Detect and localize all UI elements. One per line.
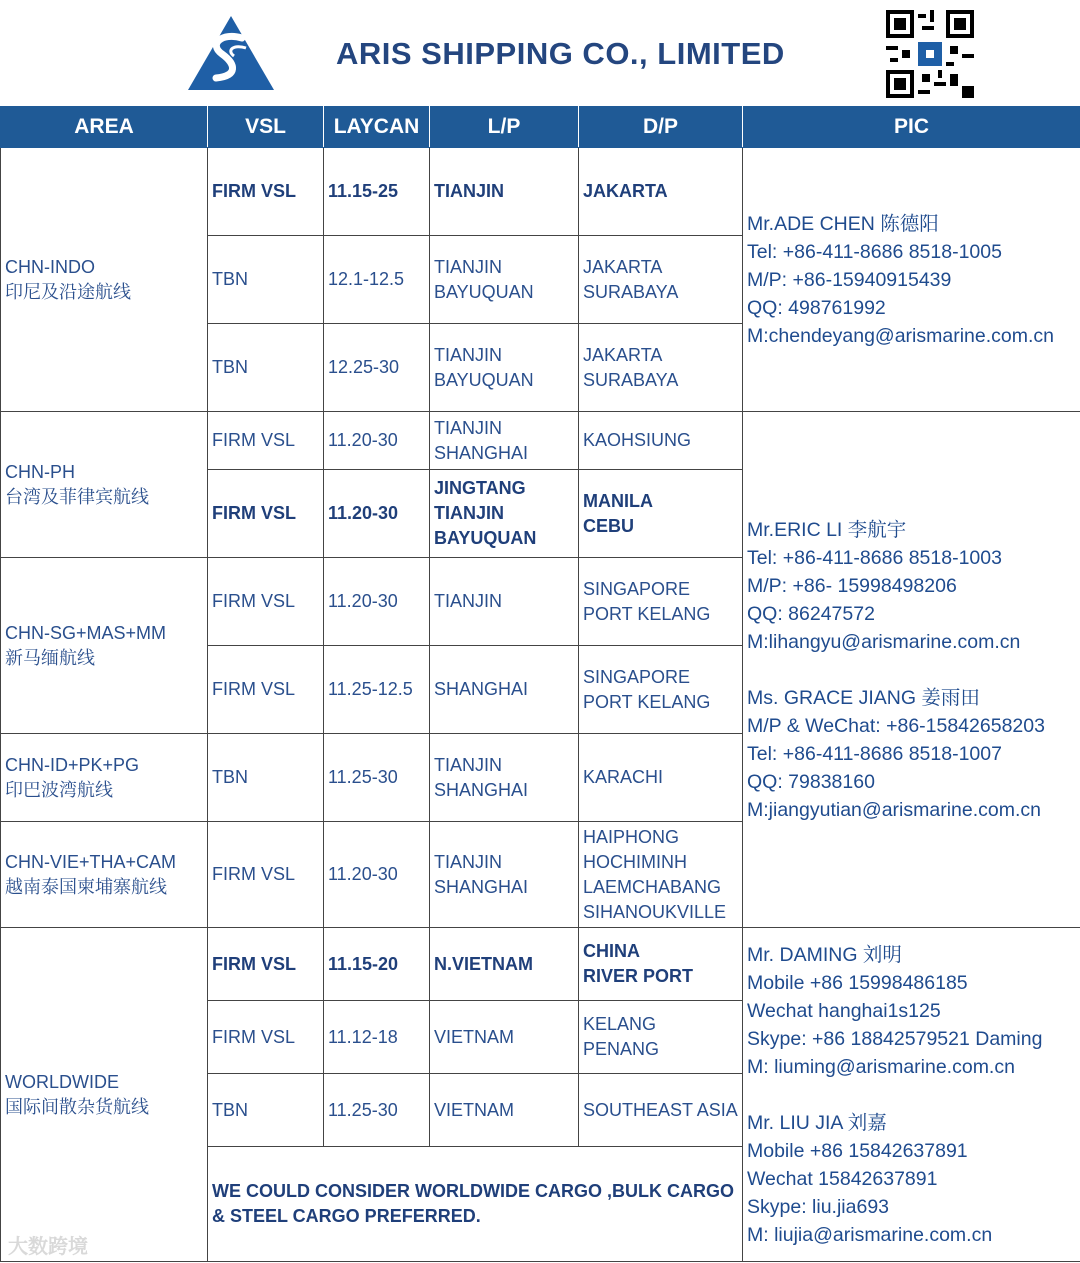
pic-cell: Mr.ERIC LI 李航宇 Tel: +86-411-8686 8518-1003 M/P: +86- 15998498206 QQ: 86247572 M:lihangyu@arismarine.com.cn Ms. GRACE JIANG 姜雨田 M/P & WeChat: +86-15842658203 Tel: +86-411-8686 8518-1007 QQ: 79838160 M:jiangyutian@arismarine.com.cn bbox=[743, 412, 1080, 928]
laycan-cell: 11.20-30 bbox=[324, 470, 430, 558]
laycan-cell: 11.20-30 bbox=[324, 822, 430, 928]
area-cell: CHN-PH 台湾及菲律宾航线 bbox=[1, 412, 208, 558]
laycan-cell: 11.15-25 bbox=[324, 148, 430, 236]
vsl-cell: FIRM VSL bbox=[208, 148, 324, 236]
area-cell: CHN-SG+MAS+MM 新马缅航线 bbox=[1, 558, 208, 734]
vsl-cell: TBN bbox=[208, 324, 324, 412]
lp-cell: TIANJIN BAYUQUAN bbox=[430, 236, 579, 324]
dp-cell: CHINA RIVER PORT bbox=[579, 928, 743, 1001]
company-name: ARIS SHIPPING CO., LIMITED bbox=[336, 36, 785, 71]
table-header-row bbox=[1, 107, 1080, 148]
lp-cell: VIETNAM bbox=[430, 1001, 579, 1074]
lp-cell: TIANJIN bbox=[430, 148, 579, 236]
lp-cell: TIANJIN SHANGHAI bbox=[430, 822, 579, 928]
area-cell: CHN-VIE+THA+CAM 越南泰国柬埔寨航线 bbox=[1, 822, 208, 928]
dp-cell: JAKARTA SURABAYA bbox=[579, 324, 743, 412]
dp-cell: KELANG PENANG bbox=[579, 1001, 743, 1074]
lp-cell: TIANJIN bbox=[430, 558, 579, 646]
vsl-cell: FIRM VSL bbox=[208, 412, 324, 470]
laycan-cell: 11.12-18 bbox=[324, 1001, 430, 1074]
dp-cell: HAIPHONG HOCHIMINH LAEMCHABANG SIHANOUKVILLE bbox=[579, 822, 743, 928]
column-header-laycan: LAYCAN bbox=[324, 107, 430, 148]
dp-cell: SOUTHEAST ASIA bbox=[579, 1074, 743, 1147]
dp-cell: JAKARTA bbox=[579, 148, 743, 236]
area-cell: WORLDWIDE 国际间散杂货航线 bbox=[1, 928, 208, 1262]
qr-code-icon bbox=[886, 10, 974, 98]
pic-cell: Mr. DAMING 刘明 Mobile +86 15998486185 Wechat hanghai1s125 Skype: +86 18842579521 Daming M: liuming@arismarine.com.cn Mr. LIU JIA 刘嘉 Mobile +86 15842637891 Wechat 15842637891 Skype: liu.jia693 M: liujia@arismarine.com.cn bbox=[743, 928, 1080, 1262]
column-header-lp: L/P bbox=[430, 107, 579, 148]
header bbox=[0, 0, 1080, 106]
aris-s-triangle-logo bbox=[186, 14, 276, 92]
dp-cell: KARACHI bbox=[579, 734, 743, 822]
column-header-area: AREA bbox=[1, 107, 208, 148]
vsl-cell: FIRM VSL bbox=[208, 822, 324, 928]
area-cell: CHN-INDO 印尼及沿途航线 bbox=[1, 148, 208, 412]
laycan-cell: 11.25-30 bbox=[324, 734, 430, 822]
lp-cell: VIETNAM bbox=[430, 1074, 579, 1147]
pic-cell: Mr.ADE CHEN 陈德阳 Tel: +86-411-8686 8518-1005 M/P: +86-15940915439 QQ: 498761992 M:chendeyang@arismarine.com.cn bbox=[743, 148, 1080, 412]
laycan-cell: 11.20-30 bbox=[324, 558, 430, 646]
laycan-cell: 11.20-30 bbox=[324, 412, 430, 470]
schedule-table bbox=[0, 106, 1080, 1262]
cargo-note: WE COULD CONSIDER WORLDWIDE CARGO ,BULK CARGO & STEEL CARGO PREFERRED. bbox=[208, 1147, 743, 1262]
lp-cell: SHANGHAI bbox=[430, 646, 579, 734]
dp-cell: SINGAPORE PORT KELANG bbox=[579, 646, 743, 734]
vsl-cell: FIRM VSL bbox=[208, 558, 324, 646]
vsl-cell: FIRM VSL bbox=[208, 646, 324, 734]
vsl-cell: TBN bbox=[208, 236, 324, 324]
laycan-cell: 12.1-12.5 bbox=[324, 236, 430, 324]
lp-cell: TIANJIN BAYUQUAN bbox=[430, 324, 579, 412]
vsl-cell: FIRM VSL bbox=[208, 928, 324, 1001]
dp-cell: SINGAPORE PORT KELANG bbox=[579, 558, 743, 646]
table-row bbox=[1, 148, 1080, 236]
vsl-cell: FIRM VSL bbox=[208, 1001, 324, 1074]
lp-cell: JINGTANG TIANJIN BAYUQUAN bbox=[430, 470, 579, 558]
vsl-cell: FIRM VSL bbox=[208, 470, 324, 558]
lp-cell: TIANJIN SHANGHAI bbox=[430, 734, 579, 822]
dp-cell: JAKARTA SURABAYA bbox=[579, 236, 743, 324]
laycan-cell: 11.25-12.5 bbox=[324, 646, 430, 734]
watermark-text: 大数跨境 bbox=[8, 1236, 88, 1258]
laycan-cell: 11.15-20 bbox=[324, 928, 430, 1001]
vsl-cell: TBN bbox=[208, 734, 324, 822]
vsl-cell: TBN bbox=[208, 1074, 324, 1147]
laycan-cell: 12.25-30 bbox=[324, 324, 430, 412]
dp-cell: MANILA CEBU bbox=[579, 470, 743, 558]
column-header-pic: PIC bbox=[743, 107, 1080, 148]
column-header-dp: D/P bbox=[579, 107, 743, 148]
laycan-cell: 11.25-30 bbox=[324, 1074, 430, 1147]
column-header-vsl: VSL bbox=[208, 107, 324, 148]
area-cell: CHN-ID+PK+PG 印巴波湾航线 bbox=[1, 734, 208, 822]
lp-cell: TIANJIN SHANGHAI bbox=[430, 412, 579, 470]
lp-cell: N.VIETNAM bbox=[430, 928, 579, 1001]
table-row bbox=[1, 412, 1080, 470]
dp-cell: KAOHSIUNG bbox=[579, 412, 743, 470]
table-row bbox=[1, 928, 1080, 1001]
